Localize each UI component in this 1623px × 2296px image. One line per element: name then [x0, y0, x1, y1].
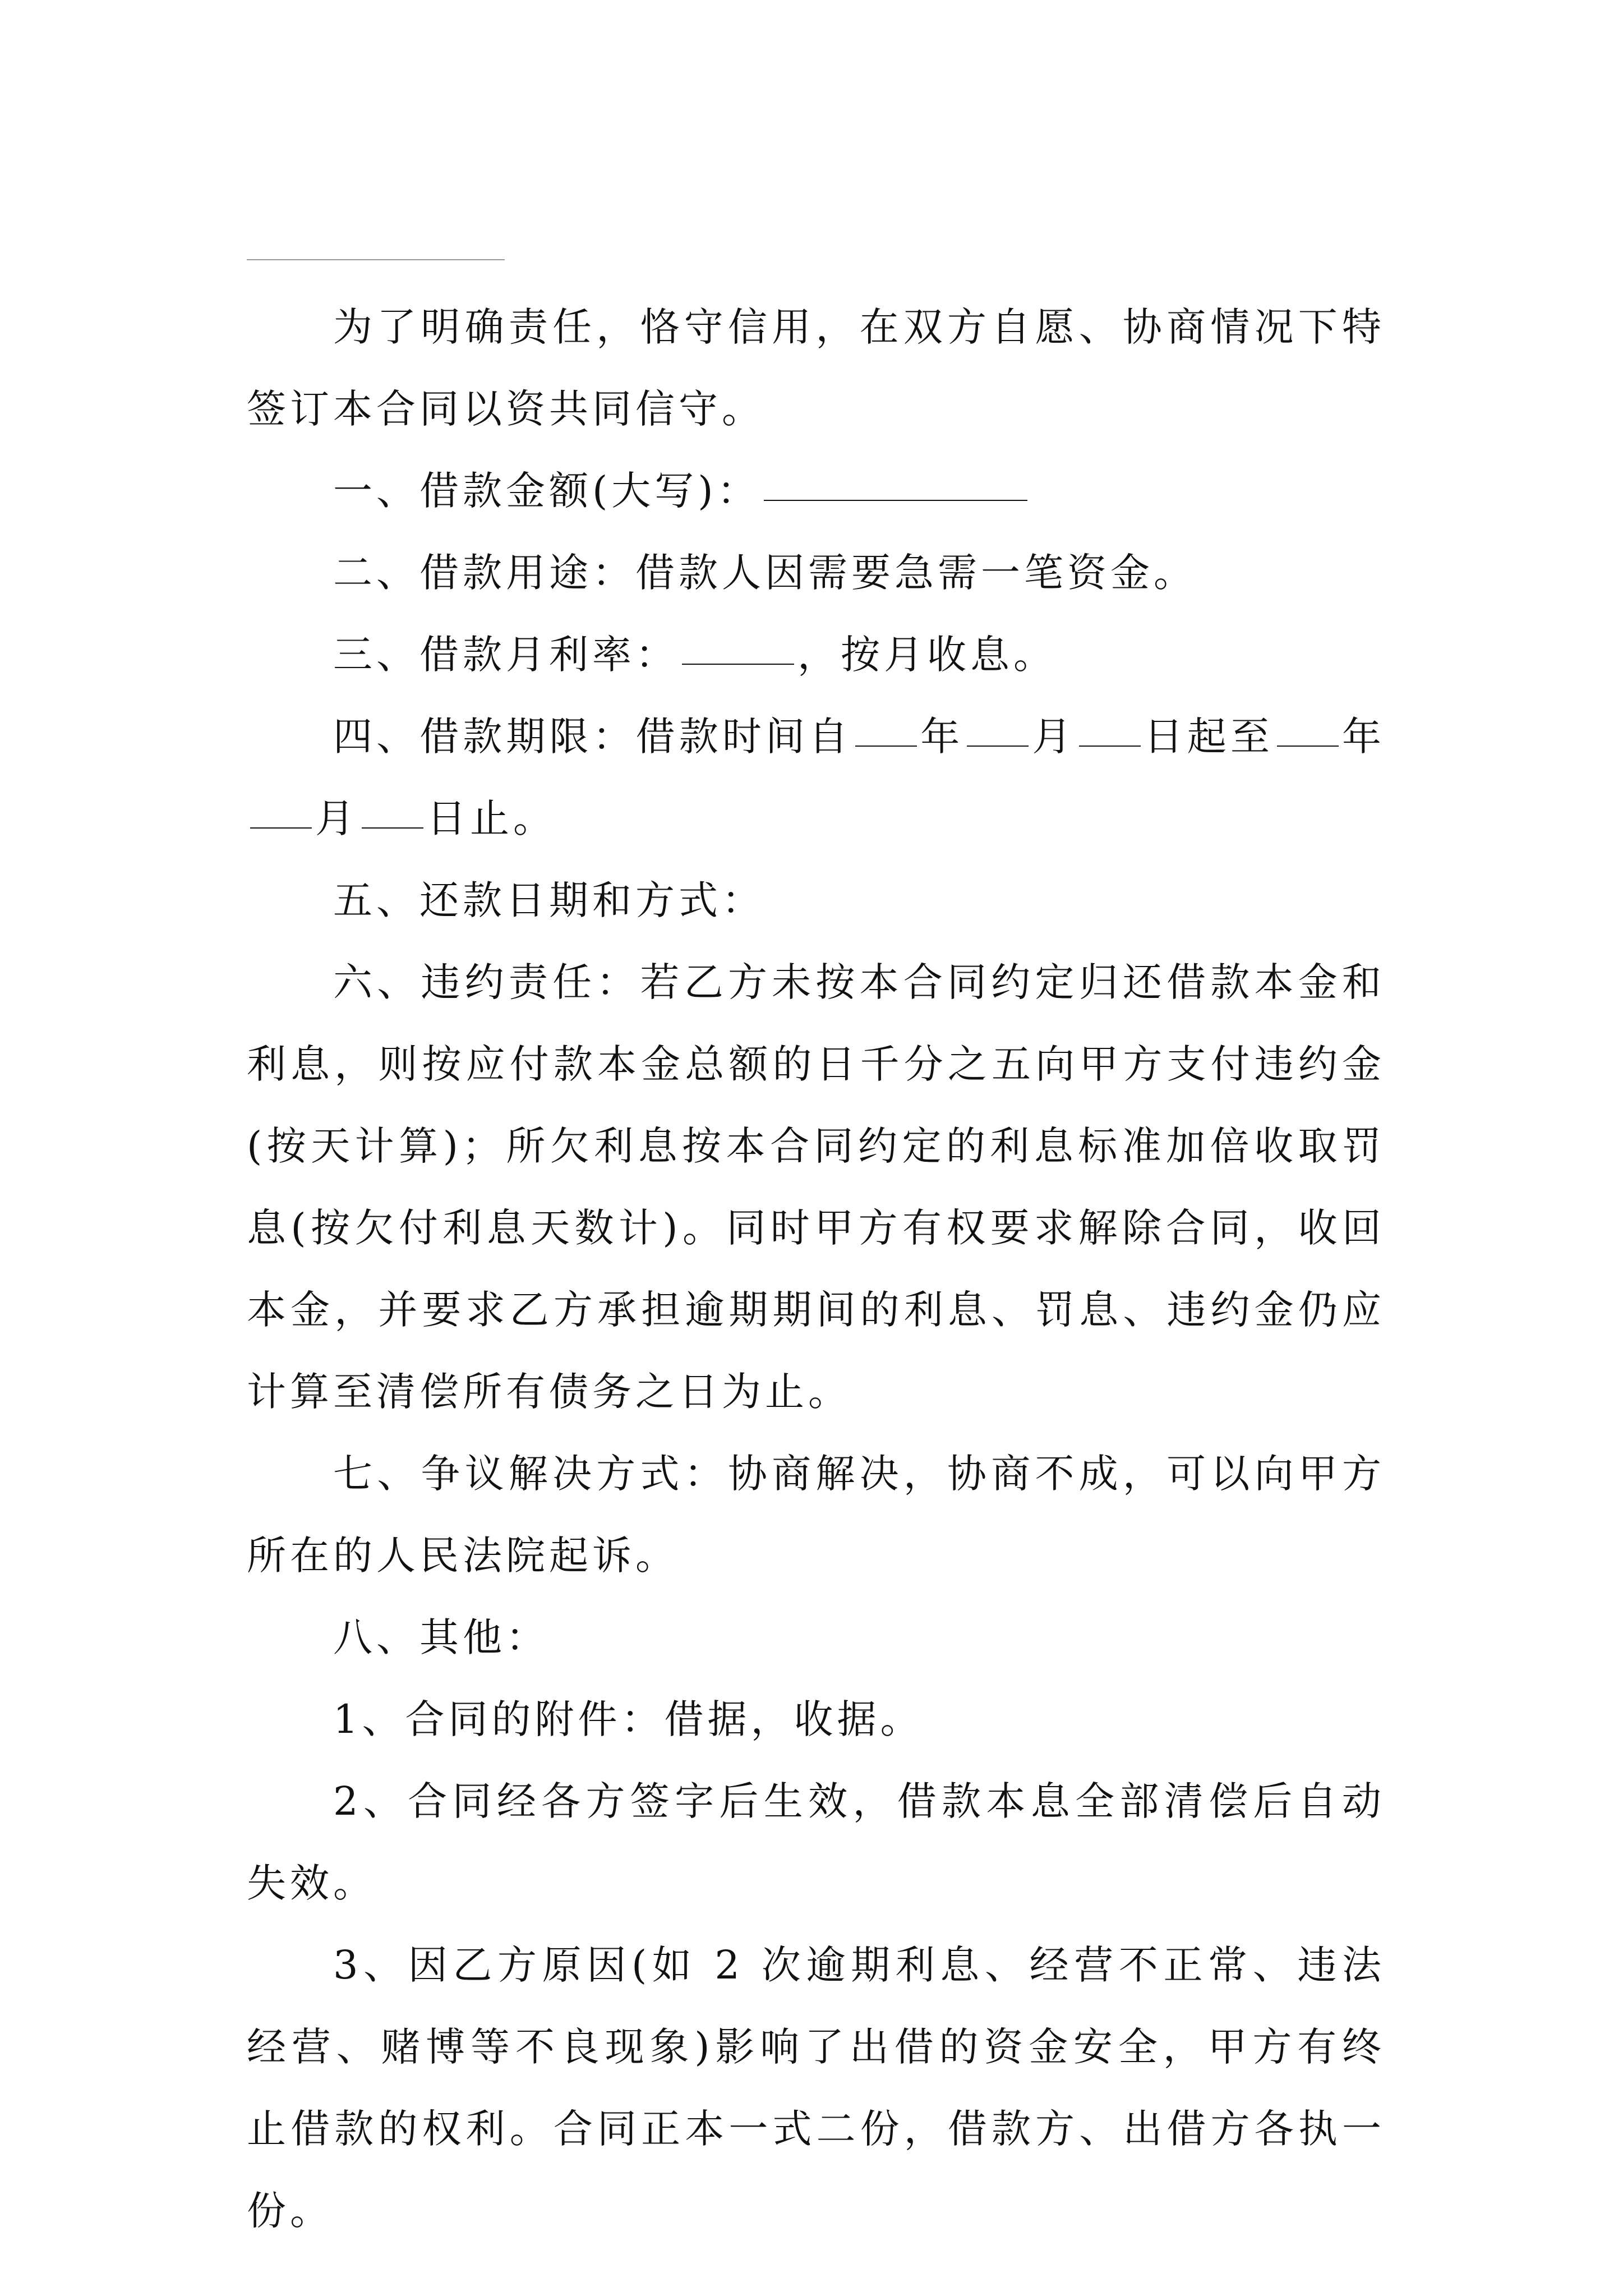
start-month-unit: 月: [1032, 714, 1076, 760]
end-month-blank[interactable]: [250, 827, 312, 829]
clause-interest-rate-label: 三、借款月利率：: [333, 632, 679, 678]
interest-rate-blank[interactable]: [682, 664, 794, 665]
subclause-attachments: 1、合同的附件：借据，收据。: [333, 1696, 924, 1742]
clause-loan-term: [247, 696, 1385, 859]
clause-breach: 六、违约责任：若乙方未按本合同约定归还借款本金和利息，则按应付款本金总额的日千分之五向甲方支付违约金(按天计算)；所欠利息按本合同约定的利息标准加倍收取罚息(按欠付利息天数计)。同时甲方有权要求解除合同，收回本金，并要求乙方承担逾期期间的利息、罚息、违约金仍应计算至清偿所有债务之日为止。: [247, 959, 1385, 1415]
start-year-unit: 年: [920, 714, 964, 760]
subclause-termination: 3、因乙方原因(如 2 次逾期利息、经营不正常、违法经营、赌博等不良现象)影响了出借的资金安全，甲方有终止借款的权利。合同正本一式二份，借款方、出借方各执一份。: [247, 1942, 1385, 2234]
clause-interest-rate-suffix: ，按月收息。: [797, 632, 1057, 678]
loan-amount-blank[interactable]: [764, 500, 1027, 501]
end-year-blank[interactable]: [1277, 746, 1339, 747]
end-year-unit: 年: [1341, 714, 1386, 760]
start-year-blank[interactable]: [855, 746, 917, 747]
clause-loan-amount: [247, 450, 1385, 532]
end-day-unit: 日止。: [427, 795, 556, 841]
clause-other: 八、其他：: [333, 1614, 549, 1660]
start-day-blank[interactable]: [1079, 746, 1141, 747]
start-month-blank[interactable]: [967, 746, 1029, 747]
clause-interest-rate: [247, 614, 1385, 696]
clause-loan-amount-label: 一、借款金额(大写)：: [333, 468, 760, 514]
clause-dispute: 七、争议解决方式：协商解决，协商不成，可以向甲方所在的人民法院起诉。: [247, 1451, 1385, 1579]
top-divider: [247, 259, 505, 260]
subclause-effective: 2、合同经各方签字后生效，借款本息全部清偿后自动失效。: [247, 1778, 1385, 1906]
end-month-unit: 月: [315, 795, 358, 841]
contract-body: [247, 286, 1385, 2252]
start-day-unit: 日起至: [1144, 714, 1274, 760]
end-day-blank[interactable]: [362, 827, 423, 829]
clause-loan-purpose: 二、借款用途：借款人因需要急需一笔资金。: [333, 550, 1197, 596]
clause-loan-term-label: 四、借款期限：借款时间自: [333, 714, 852, 760]
clause-repayment: 五、还款日期和方式：: [333, 877, 765, 923]
paragraph-intro: 为了明确责任，恪守信用，在双方自愿、协商情况下特签订本合同以资共同信守。: [247, 304, 1385, 432]
